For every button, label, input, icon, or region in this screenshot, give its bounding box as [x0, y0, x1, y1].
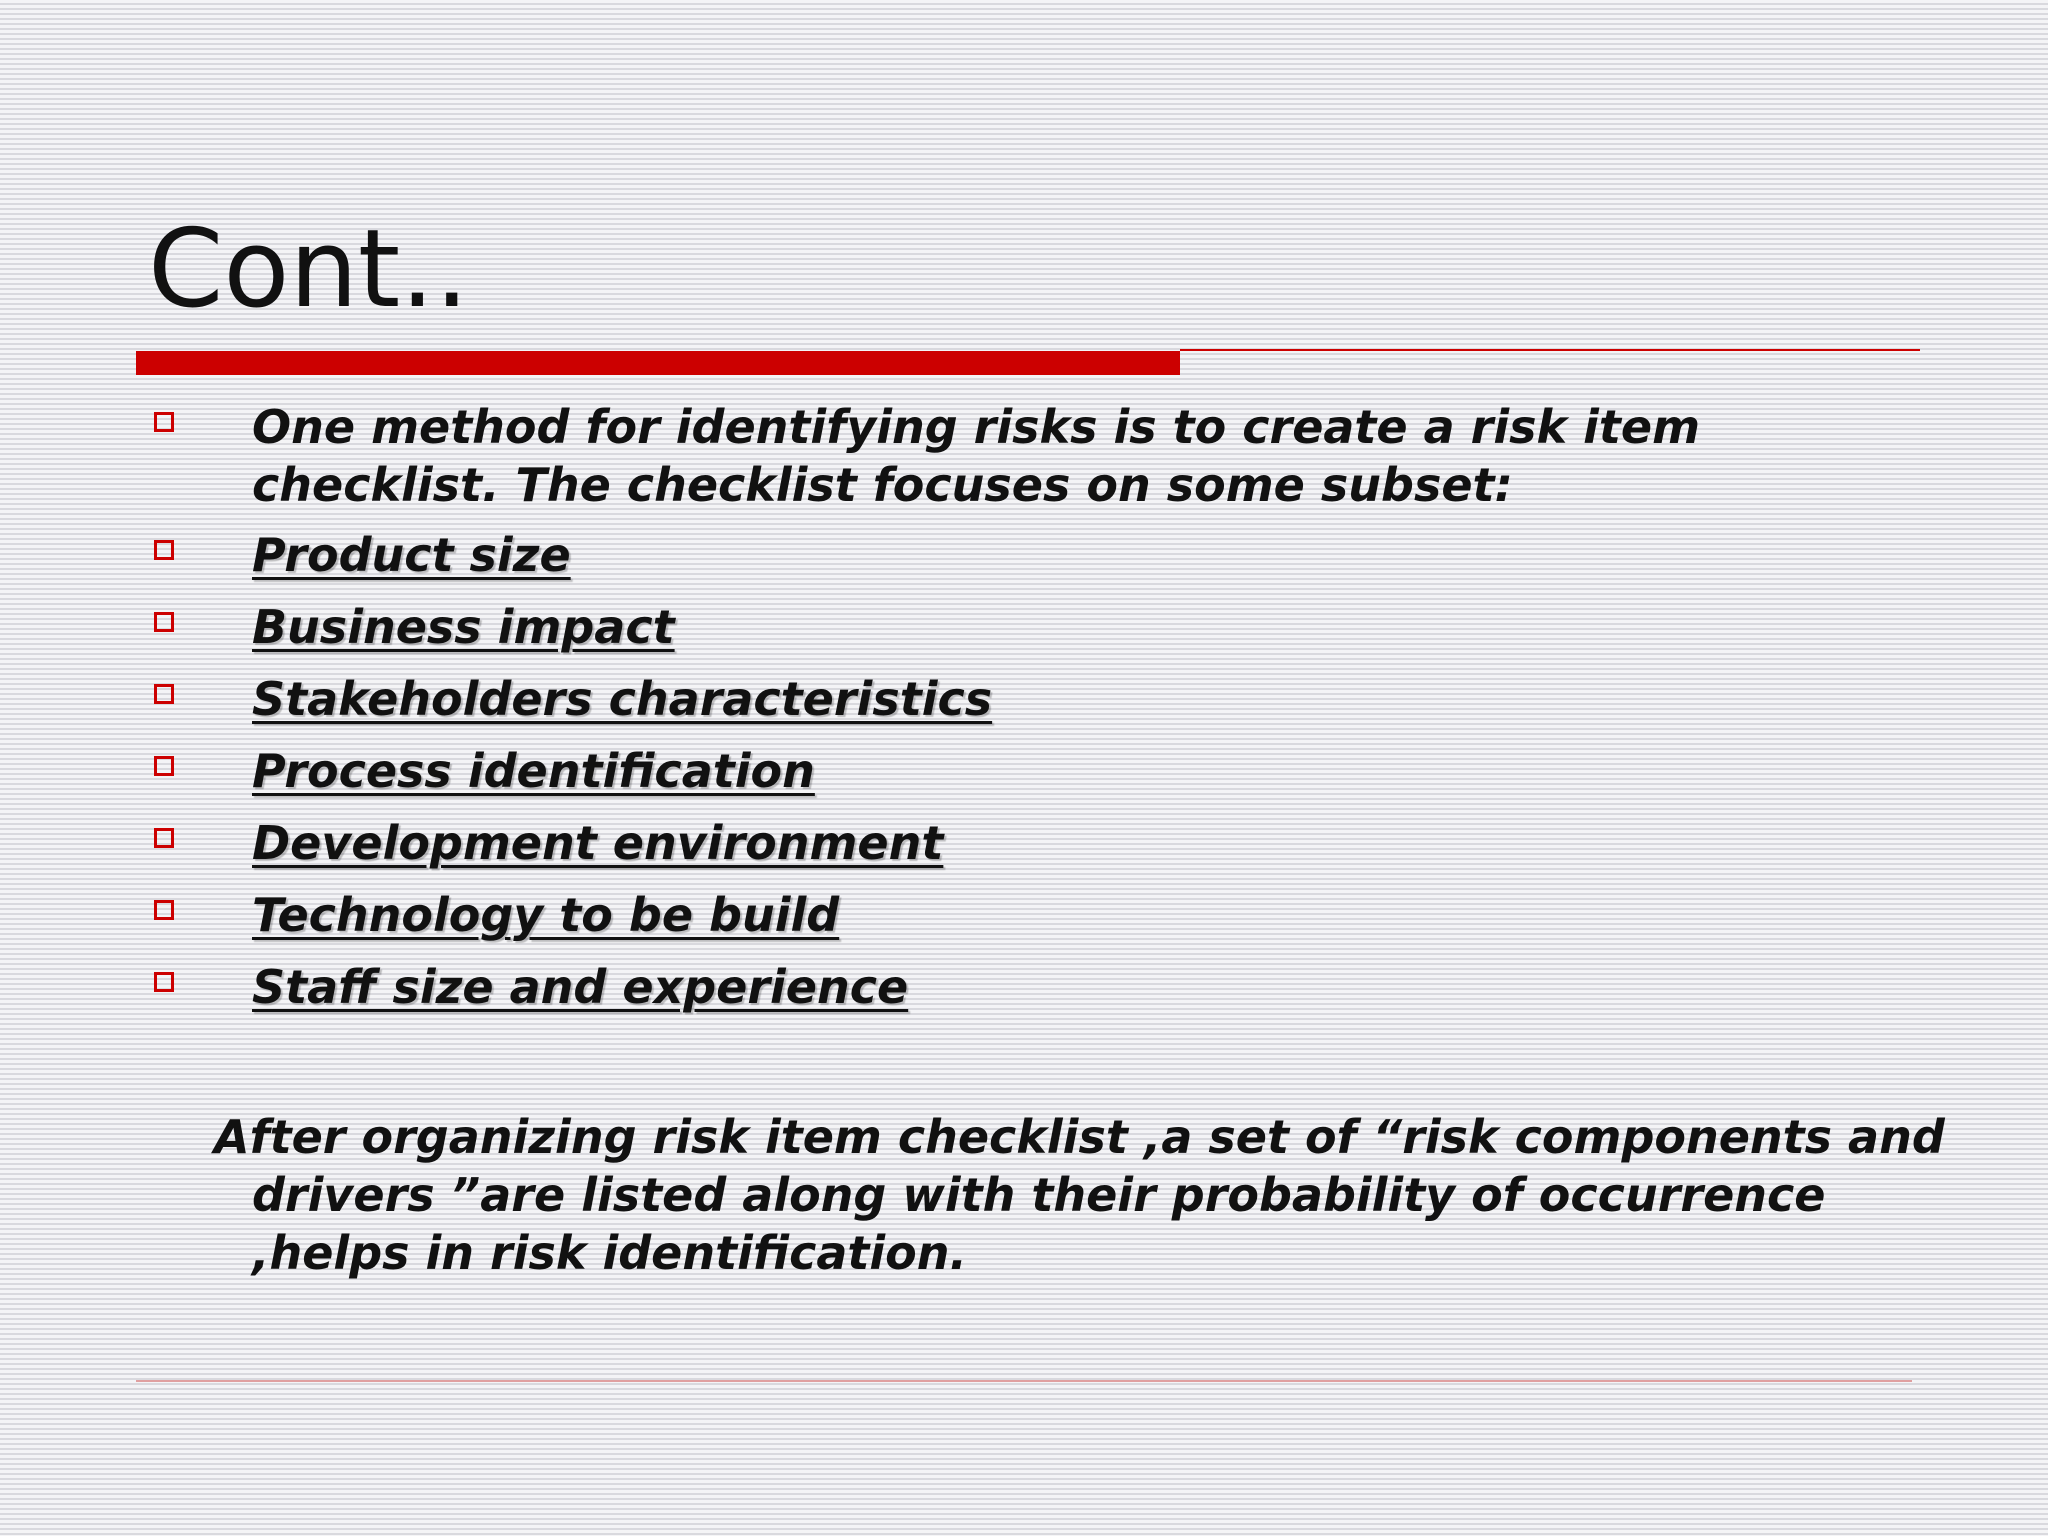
development-environment-link[interactable]: Development environment [252, 816, 944, 870]
square-bullet-icon [154, 612, 174, 632]
title-underline-bar [136, 351, 1180, 375]
square-bullet-icon [154, 828, 174, 848]
list-item [148, 958, 1908, 1016]
technology-to-be-build-link[interactable]: Technology to be build [252, 888, 840, 942]
list-item [148, 886, 1908, 944]
bullet-list [148, 398, 1908, 1030]
slide-title: Cont.. [148, 207, 469, 332]
list-item [148, 526, 1908, 584]
square-bullet-icon [154, 972, 174, 992]
stakeholders-characteristics-link[interactable]: Stakeholders characteristics [252, 672, 993, 726]
closing-paragraph: After organizing risk item checklist ,a set of “risk components and drivers ”are listed along with their probability of occurrence ,helps in risk identification. [214, 1110, 1945, 1280]
footer-rule [136, 1380, 1912, 1382]
list-item [148, 670, 1908, 728]
list-item [148, 598, 1908, 656]
square-bullet-icon [154, 756, 174, 776]
intro-bullet [148, 398, 1908, 514]
list-item [148, 742, 1908, 800]
square-bullet-icon [154, 900, 174, 920]
list-item [148, 814, 1908, 872]
title-underline-thin-rule [1180, 349, 1920, 351]
square-bullet-icon [154, 684, 174, 704]
product-size-link[interactable]: Product size [252, 528, 571, 582]
staff-size-and-experience-link[interactable]: Staff size and experience [252, 960, 909, 1014]
intro-text: One method for identifying risks is to create a risk item checklist. The checklist focuses on some subset: [252, 400, 1701, 512]
business-impact-link[interactable]: Business impact [252, 600, 675, 654]
square-bullet-icon [154, 540, 174, 560]
process-identification-link[interactable]: Process identification [252, 744, 815, 798]
square-bullet-icon [154, 412, 174, 432]
